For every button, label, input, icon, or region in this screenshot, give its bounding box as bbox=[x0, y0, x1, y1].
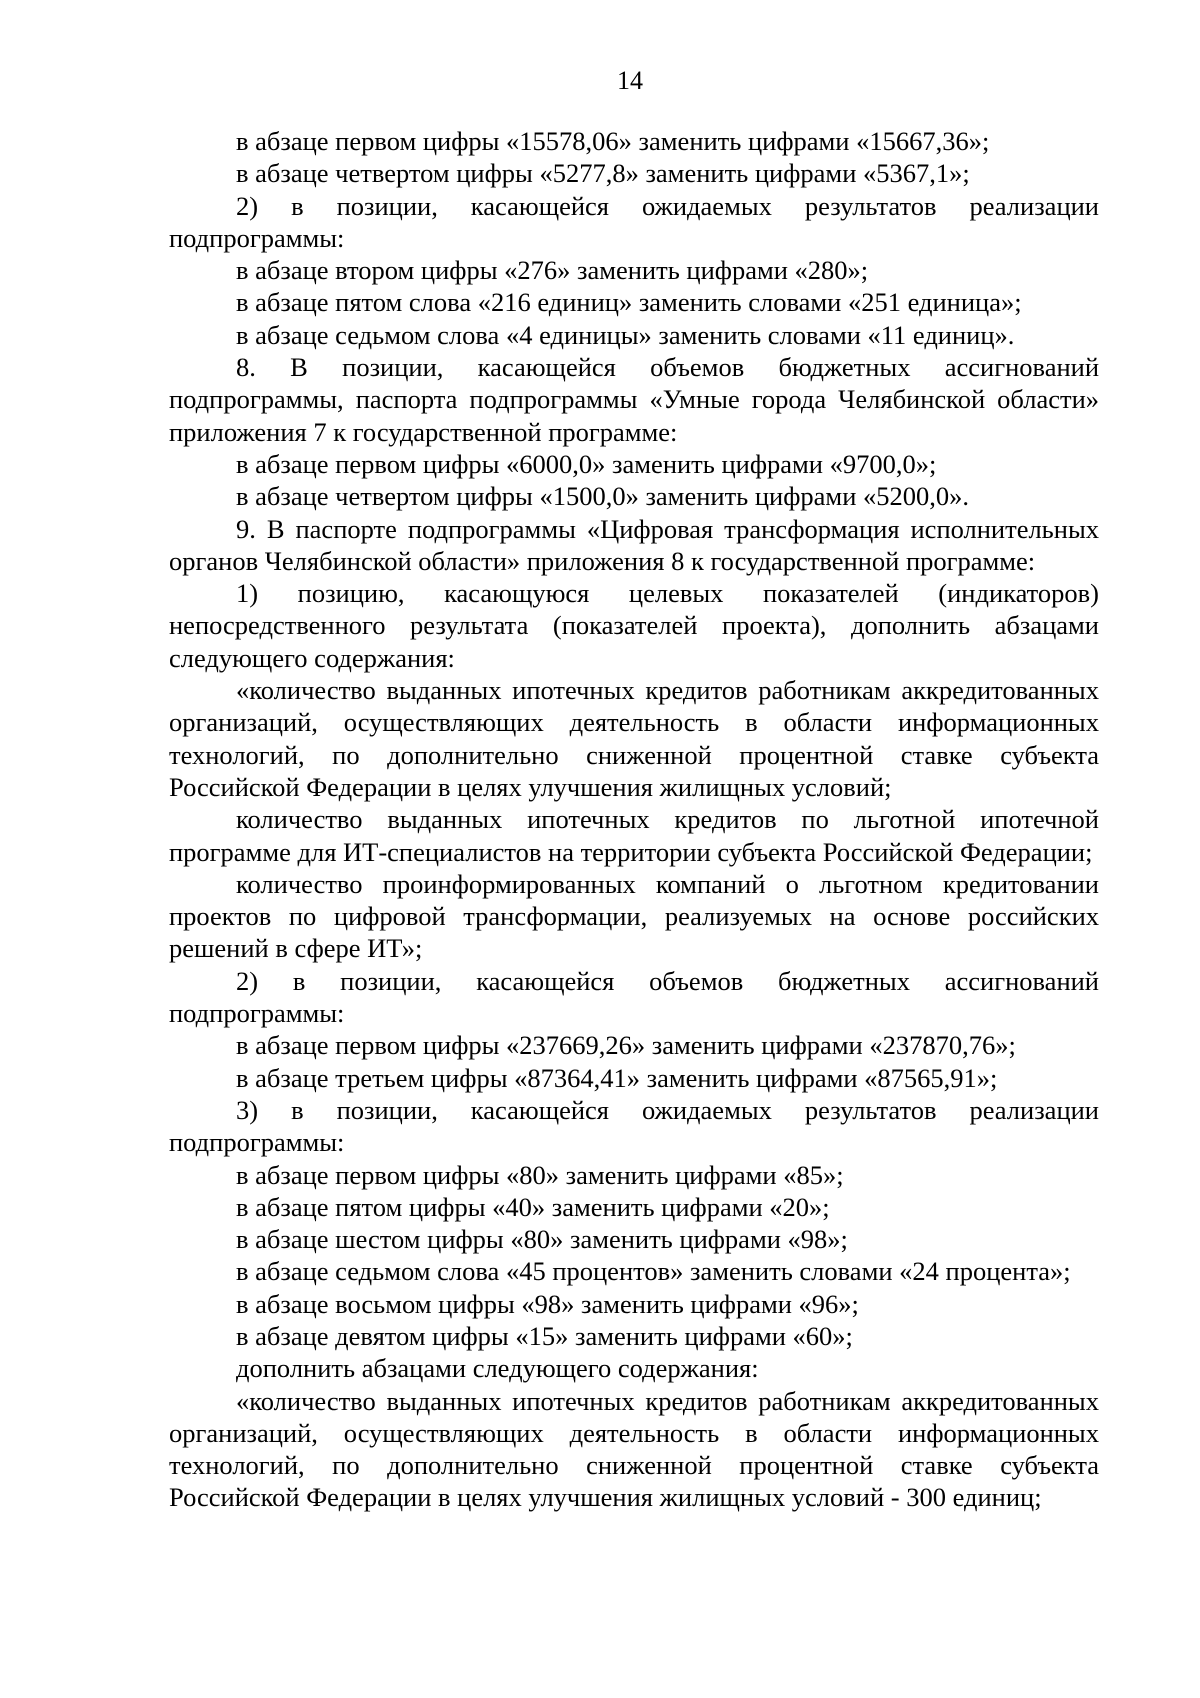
paragraph: 2) в позиции, касающейся ожидаемых результатов реализации подпрограммы: bbox=[169, 190, 1099, 253]
paragraph: в абзаце пятом слова «216 единиц» заменить словами «251 единица»; bbox=[236, 287, 1022, 318]
paragraph: 1) позицию, касающуюся целевых показателей (индикаторов) непосредственного результата (показателей проекта), дополнить абзацами следующего содержания: bbox=[169, 578, 1099, 673]
paragraph: «количество выданных ипотечных кредитов работникам аккредитованных организаций, осуществляющих деятельность в области информационных технологий, по дополнительно сниженной процентной ставке субъекта Российской Федерации в целях улучшения жилищных условий; bbox=[169, 675, 1099, 802]
paragraph: в абзаце первом цифры «80» заменить цифрами «85»; bbox=[236, 1159, 844, 1190]
paragraph: в абзаце четвертом цифры «5277,8» заменить цифрами «5367,1»; bbox=[236, 158, 970, 189]
paragraph: в абзаце первом цифры «15578,06» заменить цифрами «15667,36»; bbox=[236, 126, 990, 156]
paragraph: в абзаце шестом цифры «80» заменить цифрами «98»; bbox=[236, 1224, 848, 1255]
paragraph: в абзаце втором цифры «276» заменить цифрами «280»; bbox=[236, 255, 869, 286]
paragraph: в абзаце первом цифры «237669,26» заменить цифрами «237870,76»; bbox=[236, 1030, 1016, 1061]
document-body bbox=[169, 125, 1099, 1514]
paragraph: 9. В паспорте подпрограммы «Цифровая трансформация исполнительных органов Челябинской области» приложения 8 к государственной программе: bbox=[169, 513, 1099, 576]
paragraph: 2) в позиции, касающейся объемов бюджетных ассигнований подпрограммы: bbox=[169, 965, 1099, 1029]
paragraph: в абзаце третьем цифры «87364,41» заменить цифрами «87565,91»; bbox=[236, 1062, 998, 1093]
paragraph: 3) в позиции, касающейся ожидаемых результатов реализации подпрограммы: bbox=[169, 1094, 1099, 1158]
paragraph: дополнить абзацами следующего содержания: bbox=[236, 1353, 759, 1384]
paragraph: «количество выданных ипотечных кредитов работникам аккредитованных организаций, осуществляющих деятельность в области информационных технологий, по дополнительно сниженной процентной ставке субъекта Российской Федерации в целях улучшения жилищных условий - 300 единиц; bbox=[169, 1385, 1099, 1513]
paragraph: количество выданных ипотечных кредитов по льготной ипотечной программе для ИТ-специалистов на территории субъекта Российской Федерации; bbox=[169, 804, 1099, 867]
paragraph: в абзаце пятом цифры «40» заменить цифрами «20»; bbox=[236, 1191, 830, 1222]
paragraph: в абзаце девятом цифры «15» заменить цифрами «60»; bbox=[236, 1320, 853, 1351]
paragraph: в абзаце четвертом цифры «1500,0» заменить цифрами «5200,0». bbox=[236, 481, 969, 512]
paragraph: в абзаце седьмом слова «4 единицы» заменить словами «11 единиц». bbox=[236, 319, 1015, 350]
paragraph: в абзаце первом цифры «6000,0» заменить цифрами «9700,0»; bbox=[236, 448, 937, 479]
paragraph: количество проинформированных компаний о льготном кредитовании проектов по цифровой трансформации, реализуемых на основе российских решений в сфере ИТ»; bbox=[169, 868, 1099, 964]
paragraph: в абзаце восьмом цифры «98» заменить цифрами «96»; bbox=[236, 1288, 859, 1319]
paragraph: 8. В позиции, касающейся объемов бюджетных ассигнований подпрограммы, паспорта подпрограммы «Умные города Челябинской области» приложения 7 к государственной программе: bbox=[169, 352, 1099, 447]
page-number: 14 bbox=[617, 66, 643, 95]
paragraph: в абзаце седьмом слова «45 процентов» заменить словами «24 процента»; bbox=[236, 1256, 1071, 1287]
